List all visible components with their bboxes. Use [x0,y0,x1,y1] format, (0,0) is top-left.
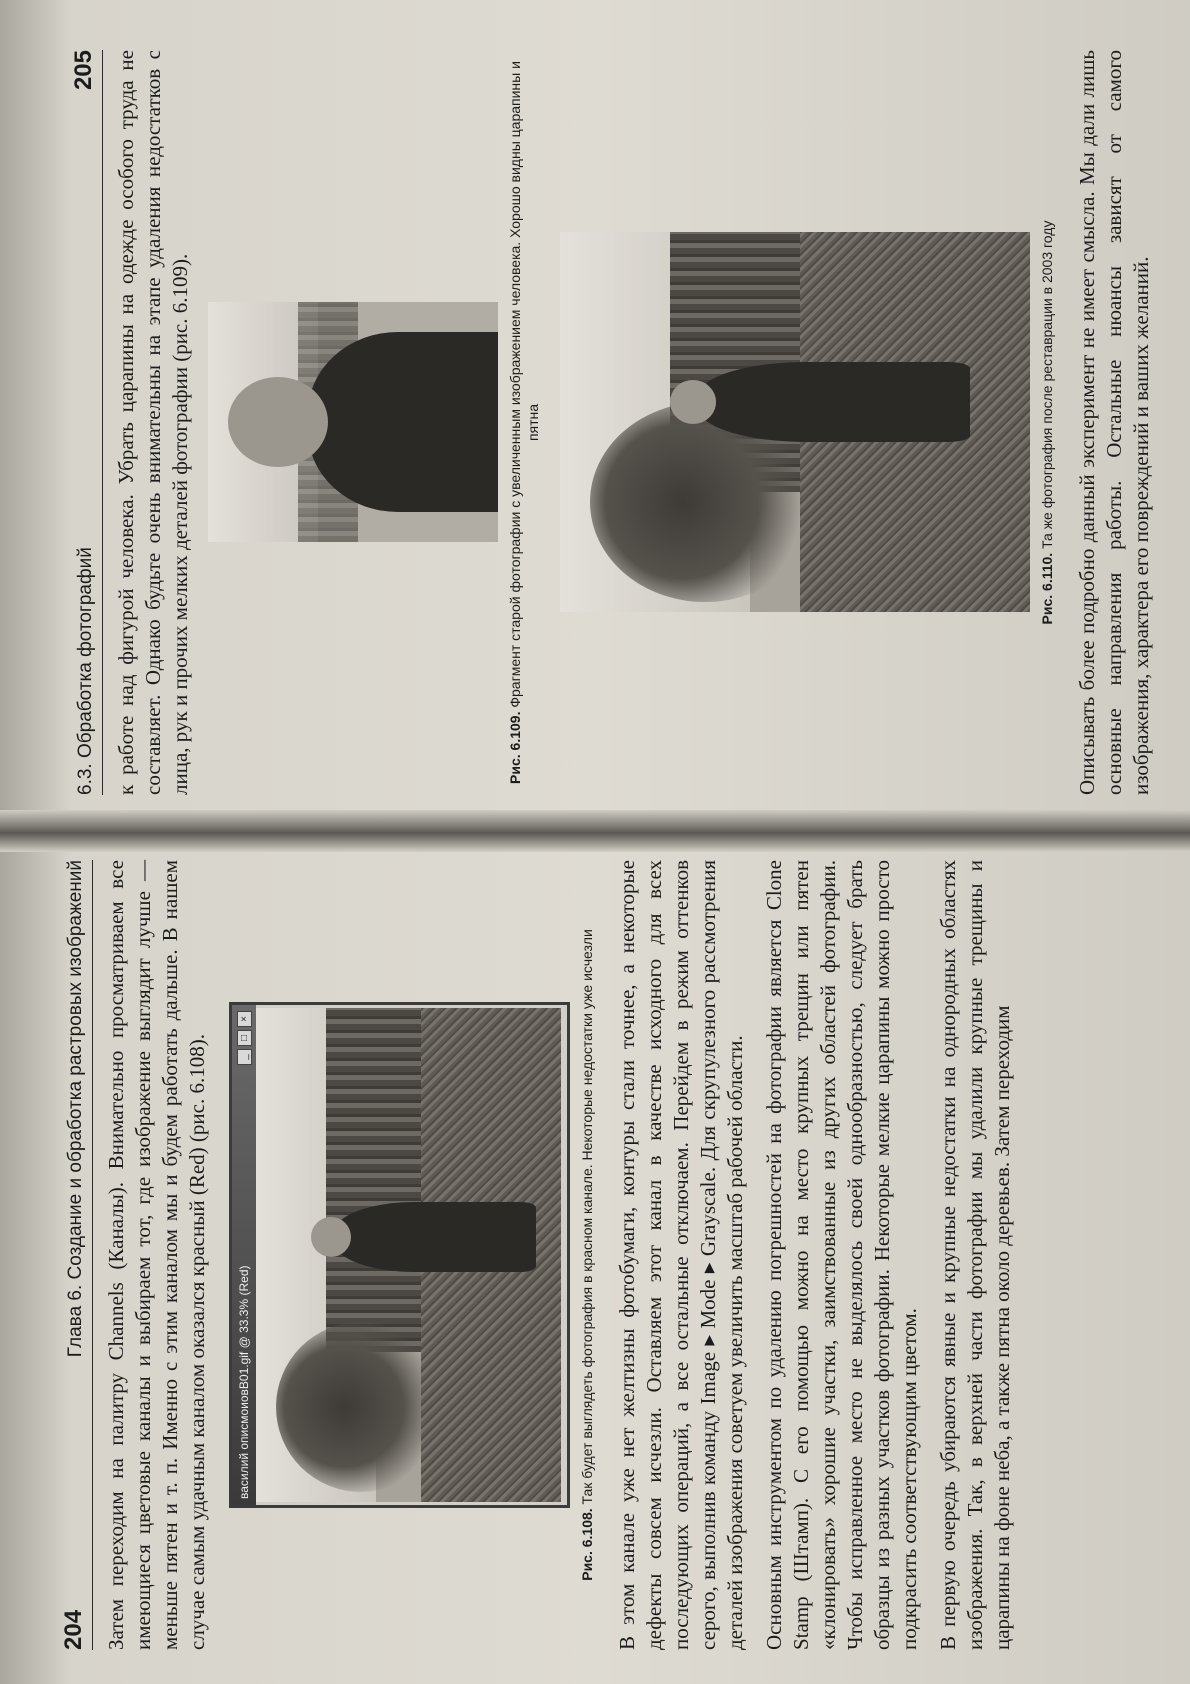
right-page [70,50,1153,795]
old-photo-fragment [208,303,498,543]
caption-text-6-109: Фрагмент старой фотографии с увеличенным изображением человека. Хорошо видны царапины и пятна [507,61,541,708]
restored-photo [560,233,1030,613]
caption-text-6-108: Так будет выглядеть фотография в красном канале. Некоторые недостатки уже исчезли [579,929,595,1505]
running-title-left: Глава 6. Создание и обработка растровых изображений [65,860,86,1358]
close-icon[interactable]: × [237,1011,252,1027]
running-title-right: 6.3. Обработка фотографий [75,547,96,795]
right-paragraph-1: к работе над фигурой человека. Убрать царапины на одежде особого труда не составляет. Однако будьте очень внимательны на этапе удаления недостатков с лица, рук и прочих мелких деталей фотографии (рис. 6.109). [114,50,192,795]
caption-label-6-110: Рис. 6.110. [1039,552,1055,625]
left-paragraph-4: В первую очередь убираются явные и крупные недостатки на однородных областях изображения. Так, в верхней части фотографии мы удалили крупные трещины и царапины на фоне неба, а также пятна около деревьев. Затем переходим [936,860,1014,1650]
figure-6-109-caption [506,50,542,795]
red-channel-photo [256,1008,561,1502]
book-gutter [0,810,1190,852]
right-page-header [70,50,103,795]
photoshop-window [229,1002,570,1508]
window-title: василий описмоиовB01.gif @ 33.3% (Red) [237,1265,251,1499]
left-page [60,860,1140,1650]
page-number-right: 205 [70,50,97,91]
caption-text-6-110: Та же фотография после реставрации в 2003 году [1039,220,1055,549]
left-paragraph-2: В этом канале уже нет желтизны фотобумаги, контуры стали точнее, а некоторые дефекты совсем исчезли. Оставляем этот канал в качестве исходного для всех последующих операций, а все остальные отключаем. Перейдем в режим оттенков серого, выполнив команду Image ▸ Mode ▸ Grayscale. Для скрупулезного рассмотрения деталей изображения советуем увеличить масштаб рабочей области. [615,860,747,1650]
left-page-header [60,860,93,1650]
minimize-icon[interactable]: _ [237,1049,252,1065]
right-paragraph-2: Описывать более подробно данный эксперимент не имеет смысла. Мы дали лишь основные направления работы. Остальные нюансы зависят от самого изображения, характера его повреждений и ваших желаний. [1075,50,1153,795]
caption-label-6-108: Рис. 6.108. [579,1508,595,1581]
window-titlebar [232,1005,256,1505]
caption-label-6-109: Рис. 6.109. [507,711,523,784]
page-number-left: 204 [60,1609,87,1650]
figure-6-108-caption [578,860,596,1650]
maximize-icon[interactable]: □ [237,1030,252,1046]
left-paragraph-1: Затем переходим на палитру Channels (Каналы). Внимательно просматриваем все имеющиеся цветовые каналы и выбираем тот, где изображение выглядит лучше — меньше пятен и т. п. Именно с этим каналом мы и будем работать дальше. В нашем случае самым удачным каналом оказался красный (Red) (рис. 6.108). [104,860,209,1650]
left-paragraph-3: Основным инструментом по удалению погрешностей на фотографии является Clone Stamp (Штамп). С его помощью можно на место крупных трещин или пятен «клонировать» хорошие участки, заимствованные из других областей фотографии. Чтобы исправленное место не выделялось своей однообразностью, следует брать образцы из разных участков фотографии. Некоторые мелкие царапины можно просто подкрасить соответствующим цветом. [762,860,921,1650]
figure-6-110-caption [1038,50,1056,795]
